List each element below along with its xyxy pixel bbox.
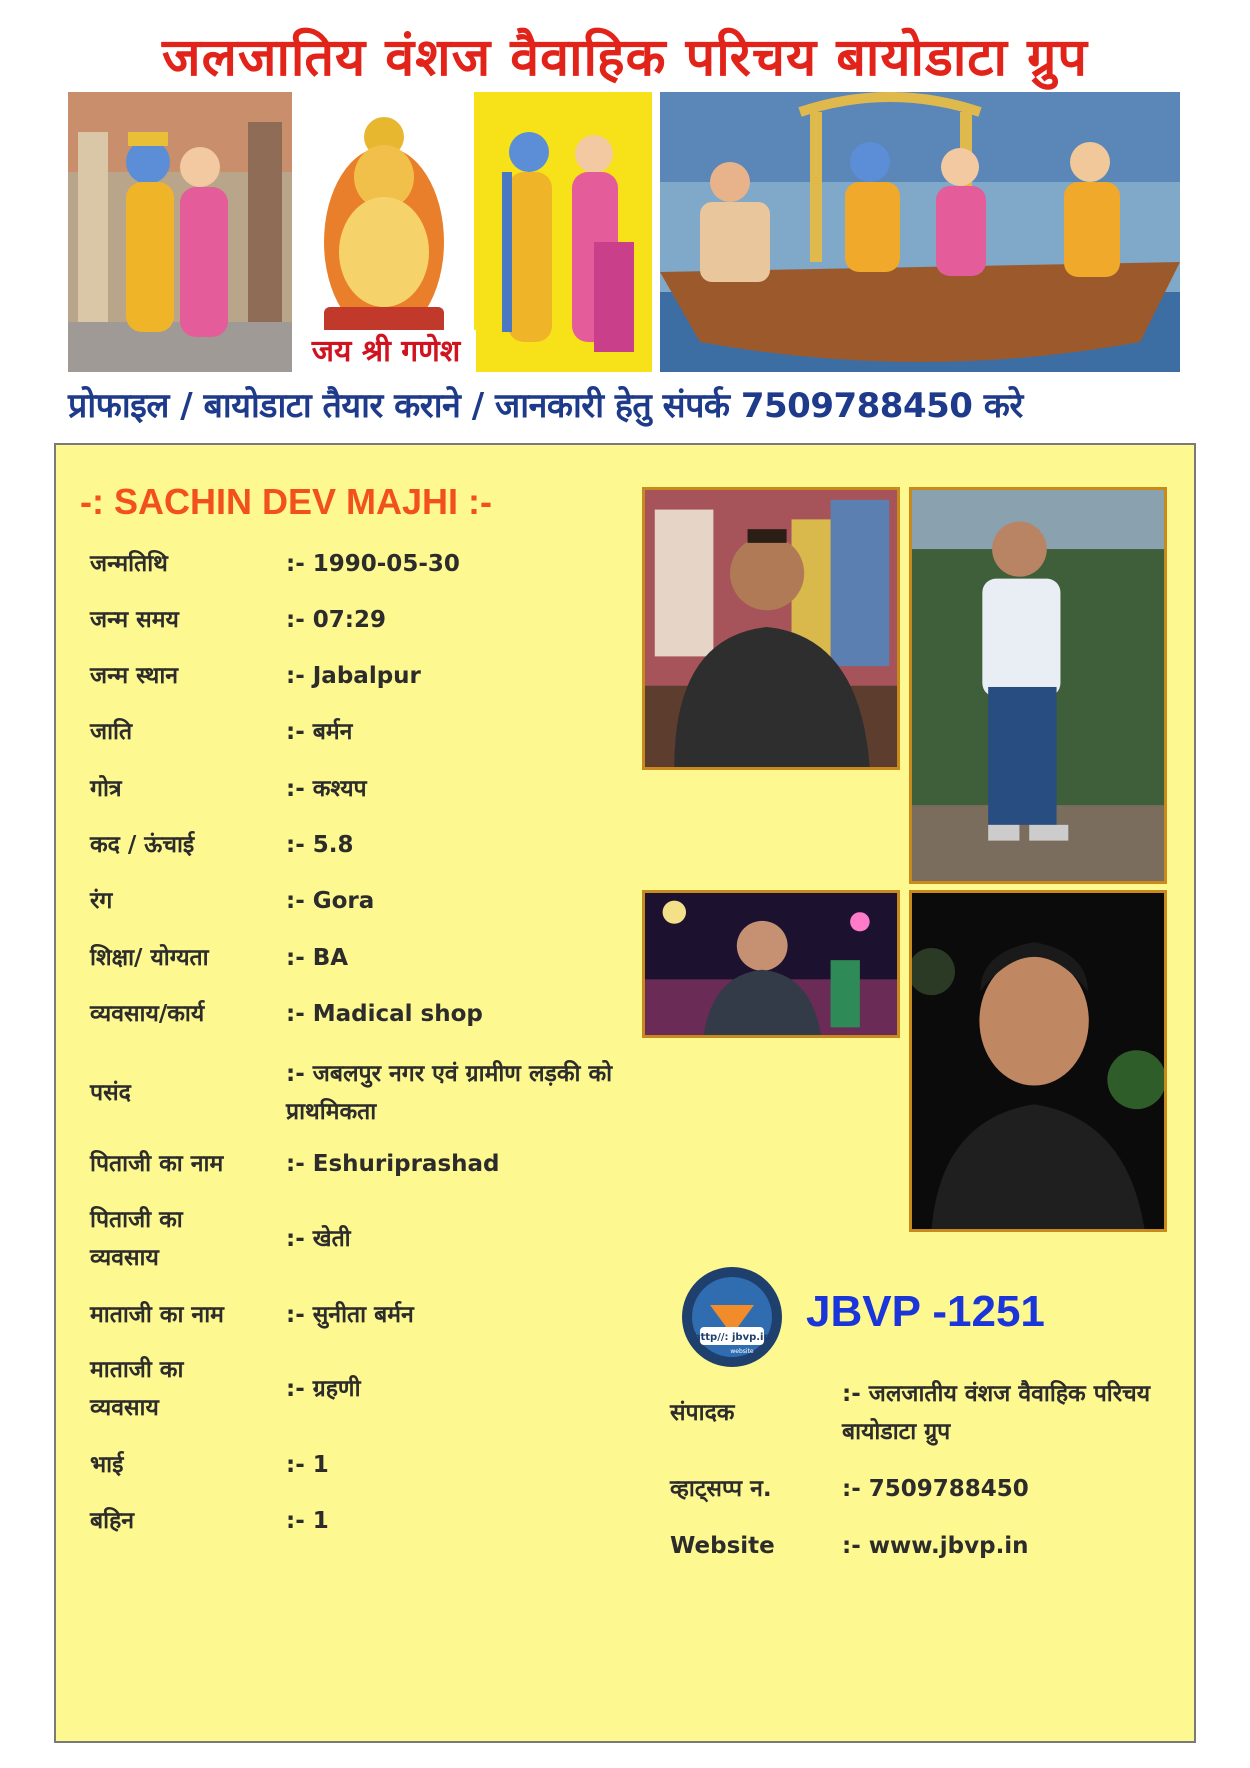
field-row — [90, 1201, 650, 1277]
website-value: :- www.jbvp.in — [842, 1533, 1029, 1559]
field-value: :- 1 — [286, 1508, 329, 1534]
field-value: :- 1990-05-30 — [286, 551, 460, 577]
field-label: माताजी का व्यवसाय — [90, 1357, 184, 1421]
whatsapp-value: :- 7509788450 — [842, 1476, 1029, 1502]
field-label: जन्म स्थान — [90, 663, 179, 689]
banner-image-ram-sita-wedding — [68, 92, 292, 372]
whatsapp-label: व्हाट्सप्प न. — [670, 1476, 772, 1502]
field-row — [90, 1055, 650, 1131]
field-row — [90, 995, 650, 1033]
field-label: रंग — [90, 888, 113, 914]
field-value: :- जबलपुर नगर एवं ग्रामीण लड़की को प्राथमिकता — [286, 1061, 613, 1125]
field-label: गोत्र — [90, 776, 122, 802]
field-row — [90, 601, 650, 639]
field-label: पसंद — [90, 1080, 131, 1106]
field-row — [90, 1145, 650, 1183]
field-label: जाति — [90, 719, 133, 745]
field-value: :- Jabalpur — [286, 663, 421, 689]
contact-line: प्रोफाइल / बायोडाटा तैयार कराने / जानकारी हेतु संपर्क 7509788450 करे — [68, 386, 1023, 426]
field-row — [90, 713, 650, 751]
field-value: :- सुनीता बर्मन — [286, 1302, 414, 1328]
field-label: भाई — [90, 1452, 124, 1478]
field-row — [90, 1296, 650, 1334]
field-value: :- खेती — [286, 1226, 351, 1252]
field-value: :- 1 — [286, 1452, 329, 1478]
field-row — [90, 545, 650, 583]
field-label: बहिन — [90, 1508, 135, 1534]
candidate-photo-3 — [642, 890, 900, 1038]
field-value: :- BA — [286, 945, 349, 971]
banner-image-ram-sita — [474, 92, 652, 372]
logo-text: http//: jbvp.in — [693, 1332, 771, 1343]
website-label: Website — [670, 1533, 775, 1559]
logo-subtext: website — [730, 1348, 754, 1355]
field-row — [90, 657, 650, 695]
field-label: पिताजी का व्यवसाय — [90, 1207, 183, 1271]
field-row — [90, 1502, 650, 1540]
candidate-photo-4 — [909, 890, 1167, 1232]
field-row — [90, 882, 650, 920]
field-value: :- Eshuriprashad — [286, 1151, 500, 1177]
biodata-card — [54, 443, 1196, 1743]
field-label: माताजी का नाम — [90, 1302, 224, 1328]
field-row — [90, 1446, 650, 1484]
whatsapp-row — [670, 1470, 1190, 1508]
field-value: :- Madical shop — [286, 1001, 483, 1027]
field-value: :- ग्रहणी — [286, 1376, 361, 1402]
field-value: :- 07:29 — [286, 607, 386, 633]
field-label: शिक्षा/ योग्यता — [90, 945, 209, 971]
banner-image-kevat-boat — [660, 92, 1180, 372]
field-value: :- बर्मन — [286, 719, 353, 745]
jbvp-logo — [680, 1265, 784, 1369]
header-title: जलजातिय वंशज वैवाहिक परिचय बायोडाटा ग्रुप — [162, 28, 1088, 88]
ganesh-caption: जय श्री गणेश — [296, 330, 476, 374]
field-value: :- 5.8 — [286, 832, 354, 858]
field-label: जन्म समय — [90, 607, 179, 633]
editor-row — [670, 1375, 1190, 1451]
field-value: :- कश्यप — [286, 776, 367, 802]
website-row — [670, 1527, 1190, 1565]
candidate-photo-2 — [909, 487, 1167, 884]
editor-label: संपादक — [670, 1400, 735, 1426]
editor-value: :- जलजातीय वंशज वैवाहिक परिचय बायोडाटा ग्रुप — [842, 1381, 1151, 1445]
field-label: व्यवसाय/कार्य — [90, 1001, 205, 1027]
candidate-photo-1 — [642, 487, 900, 770]
field-row — [90, 826, 650, 864]
candidate-name: -: SACHIN DEV MAJHI :- — [80, 481, 492, 522]
field-row — [90, 939, 650, 977]
field-row — [90, 770, 650, 808]
field-value: :- Gora — [286, 888, 375, 914]
profile-code: JBVP -1251 — [806, 1287, 1045, 1336]
field-label: जन्मतिथि — [90, 551, 168, 577]
field-row — [90, 1351, 650, 1427]
field-label: पिताजी का नाम — [90, 1151, 224, 1177]
field-label: कद / ऊंचाई — [90, 832, 195, 858]
banner — [68, 92, 1180, 372]
